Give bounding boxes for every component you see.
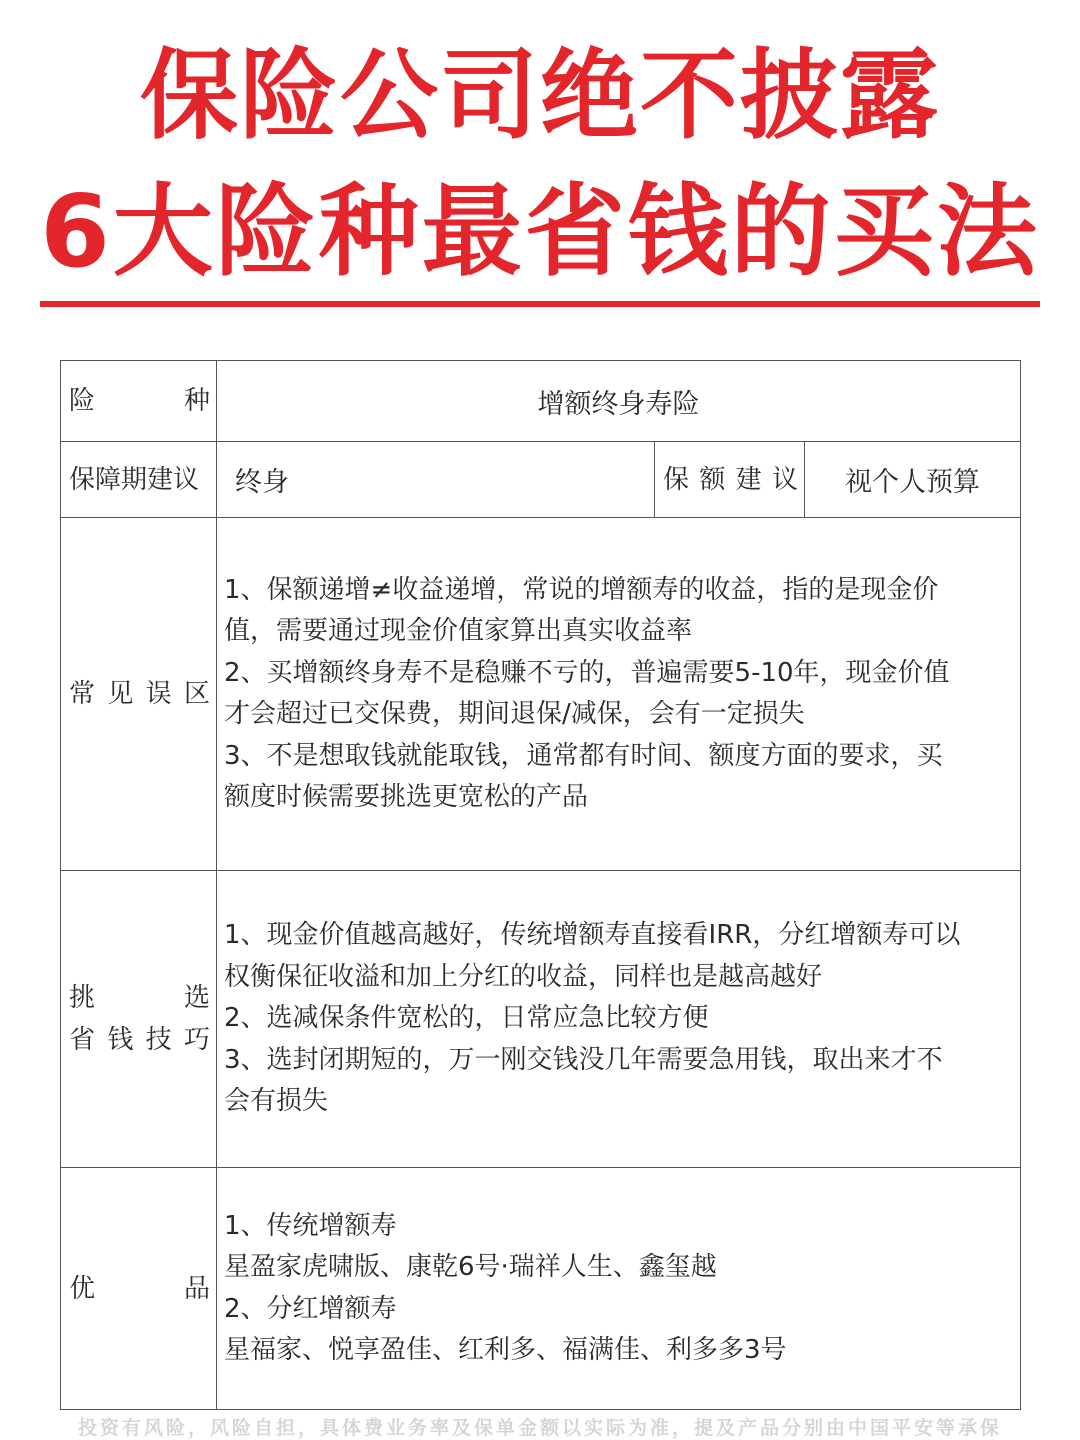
label-char: 常 [69, 679, 96, 709]
content-products [217, 1168, 1021, 1410]
text-line: 星盈家虎啸版、康乾6号·瑞祥人生、鑫玺越 [224, 1252, 717, 1282]
text-line: 才会超过已交保费，期间退保/减保，会有一定损失 [224, 699, 805, 729]
label-char: 险 [69, 386, 96, 416]
label-char: 种 [183, 386, 210, 416]
row-tips [61, 871, 1021, 1168]
text-line: 3、不是想取钱就能取钱，通常都有时间、额度方面的要求，买 [224, 740, 943, 771]
label-char: 优 [69, 1273, 96, 1304]
label-char: 区 [183, 679, 210, 709]
label-misconceptions [61, 518, 217, 871]
value-coverage-period: 终身 [217, 442, 655, 518]
value-insurance-type: 增额终身寿险 [217, 361, 1021, 442]
label-products [61, 1168, 217, 1410]
label-char: 保 [663, 464, 690, 495]
label-char: 议 [771, 464, 798, 495]
text-line: 1、保额递增≠收益递增，常说的增额寿的收益，指的是现金价 [224, 574, 939, 605]
text-line: 2、选减保条件宽松的，日常应急比较方便 [224, 1003, 709, 1034]
text-line: 3、选封闭期短的，万一刚交钱没几年需要急用钱，取出来才不 [224, 1044, 943, 1075]
label-char: 巧 [183, 1025, 210, 1055]
label-char: 选 [183, 983, 210, 1013]
label-tips [61, 871, 217, 1168]
text-line: 2、分红增额寿 [224, 1293, 397, 1324]
label-char: 钱 [107, 1025, 134, 1055]
label-char: 误 [145, 679, 172, 709]
label-char: 见 [107, 679, 134, 709]
row-misconceptions [61, 518, 1021, 871]
text-line: 权衡保征收溢和加上分红的收益，同样也是越高越好 [224, 961, 823, 992]
label-insurance-type [61, 361, 217, 442]
label-char: 品 [183, 1273, 210, 1304]
title-line-2: 6大险种最省钱的买法 [40, 173, 1040, 290]
text-line: 额度时候需要挑选更宽松的产品 [224, 782, 589, 812]
row-products [61, 1168, 1021, 1410]
insurance-table [60, 360, 1021, 1410]
text-line: 会有损失 [224, 1086, 329, 1117]
label-char: 挑 [69, 983, 96, 1013]
title-line-1: 保险公司绝不披露 [139, 39, 940, 153]
row-coverage-period [61, 442, 1021, 518]
disclaimer: 投资有风险，风险自担，具体费业务率及保单金额以实际为准，提及产品分别由中国平安等承保 [77, 1417, 1002, 1439]
label-coverage-period: 保障期建议 [61, 442, 217, 518]
label-char: 额 [699, 464, 726, 495]
text-line: 星福家、悦享盈佳、红利多、福满佳、利多多3号 [224, 1335, 787, 1365]
content-misconceptions [217, 518, 1021, 871]
text-line: 值，需要通过现金价值家算出真实收益率 [224, 616, 693, 646]
label-char: 省 [69, 1025, 96, 1055]
text-line: 1、传统增额寿 [224, 1210, 397, 1241]
value-amount-advice: 视个人预算 [805, 442, 1021, 518]
label-amount-advice [655, 442, 805, 518]
title-divider [40, 301, 1040, 307]
text-line: 2、买增额终身寿不是稳赚不亏的，普遍需要5-10年，现金价值 [224, 657, 950, 688]
content-tips [217, 871, 1021, 1168]
label-char: 建 [735, 464, 762, 495]
label-char: 技 [145, 1025, 172, 1055]
text-line: 1、现金价值越高越好，传统增额寿直接看IRR，分红增额寿可以 [224, 920, 961, 951]
row-insurance-type [61, 361, 1021, 442]
